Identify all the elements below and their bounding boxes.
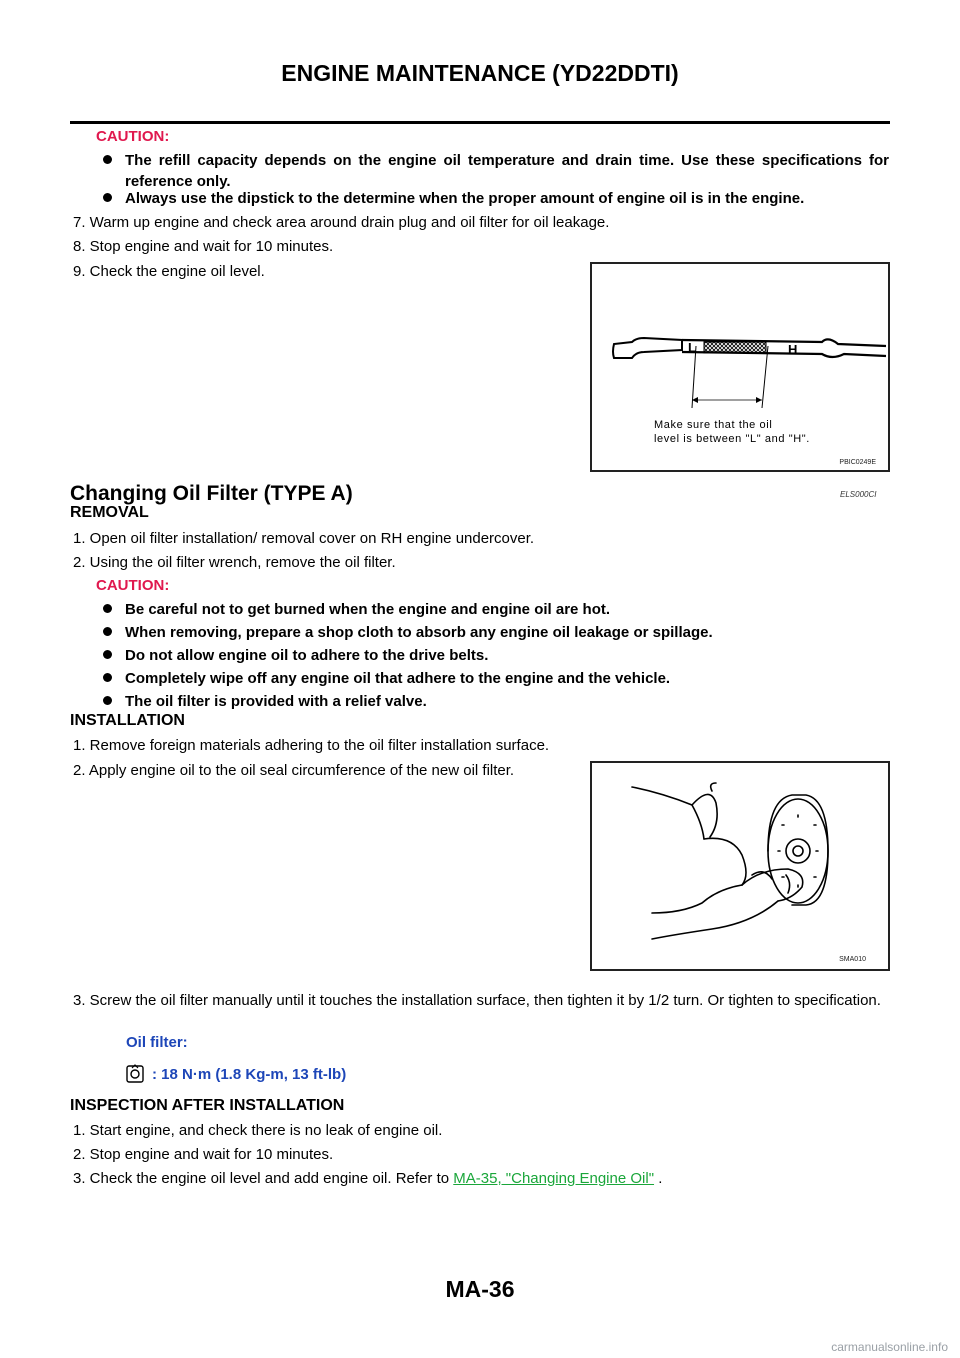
removal-step-1: 1. Open oil filter installation/ removal cover on RH engine undercover. [73, 530, 535, 547]
removal-title: REMOVAL [70, 504, 149, 521]
inspection-step-3: 3. Check the engine oil level and add engine oil. Refer to MA-35, "Changing Engine Oil" . [73, 1170, 663, 1187]
dipstick-note-line-1: Make sure that the oil [654, 419, 773, 431]
bullet-dot [103, 604, 112, 613]
caution-label: CAUTION: [96, 577, 170, 594]
figure-code: SMA010 [839, 956, 866, 963]
step-8: 8. Stop engine and wait for 10 minutes. [73, 238, 334, 255]
inspection-title: INSPECTION AFTER INSTALLATION [70, 1097, 345, 1114]
step-7: 7. Warm up engine and check area around drain plug and oil filter for oil leakage. [73, 214, 610, 231]
installation-title: INSTALLATION [70, 712, 185, 729]
bullet-dot [103, 193, 112, 202]
dipstick-figure [590, 262, 890, 472]
bullet-dot [103, 650, 112, 659]
spec-value: : 18 N·m (1.8 Kg-m, 13 ft-lb) [152, 1066, 347, 1083]
header-rule [70, 121, 890, 124]
figure-code: PBIC0249E [839, 459, 876, 466]
spec-label: Oil filter: [126, 1034, 188, 1051]
reference-link[interactable]: MA-35, "Changing Engine Oil" [453, 1170, 655, 1187]
inspection-step-1: 1. Start engine, and check there is no leak of engine oil. [73, 1122, 443, 1139]
installation-step-1: 1. Remove foreign materials adhering to the oil filter installation surface. [73, 737, 550, 754]
inspection-step-2: 2. Stop engine and wait for 10 minutes. [73, 1146, 334, 1163]
bullet-dot [103, 155, 112, 164]
caution-bullet: The refill capacity depends on the engine oil temperature and drain time. Use these specifications for reference only. [103, 150, 889, 192]
installation-step-3: 3. Screw the oil filter manually until it touches the installation surface, then tighten it by 1/2 turn. Or tighten to specification. [73, 992, 881, 1009]
installation-step-2: 2. Apply engine oil to the oil seal circumference of the new oil filter. [73, 762, 515, 779]
bullet-dot [103, 627, 112, 636]
removal-step-2: 2. Using the oil filter wrench, remove the oil filter. [73, 554, 396, 571]
oil-filter-figure [590, 761, 890, 971]
step-9: 9. Check the engine oil level. [73, 263, 265, 280]
section-title: Changing Oil Filter (TYPE A) [70, 482, 353, 505]
dipstick-illustration [592, 264, 888, 470]
dipstick-note-line-2: level is between "L" and "H". [654, 433, 810, 445]
page-header-title: ENGINE MAINTENANCE (YD22DDTI) [281, 60, 679, 86]
watermark: carmanualsonline.info [831, 1340, 948, 1354]
bullet-dot [103, 696, 112, 705]
caution-label: CAUTION: [96, 128, 170, 145]
bullet-dot [103, 673, 112, 682]
dipstick-h-mark: H [788, 342, 798, 357]
torque-wrench-icon [126, 1064, 144, 1084]
page-number: MA-36 [445, 1276, 515, 1302]
section-code: ELS000CI [840, 490, 877, 499]
oil-filter-illustration [592, 763, 888, 969]
dipstick-l-mark: L [688, 340, 696, 355]
